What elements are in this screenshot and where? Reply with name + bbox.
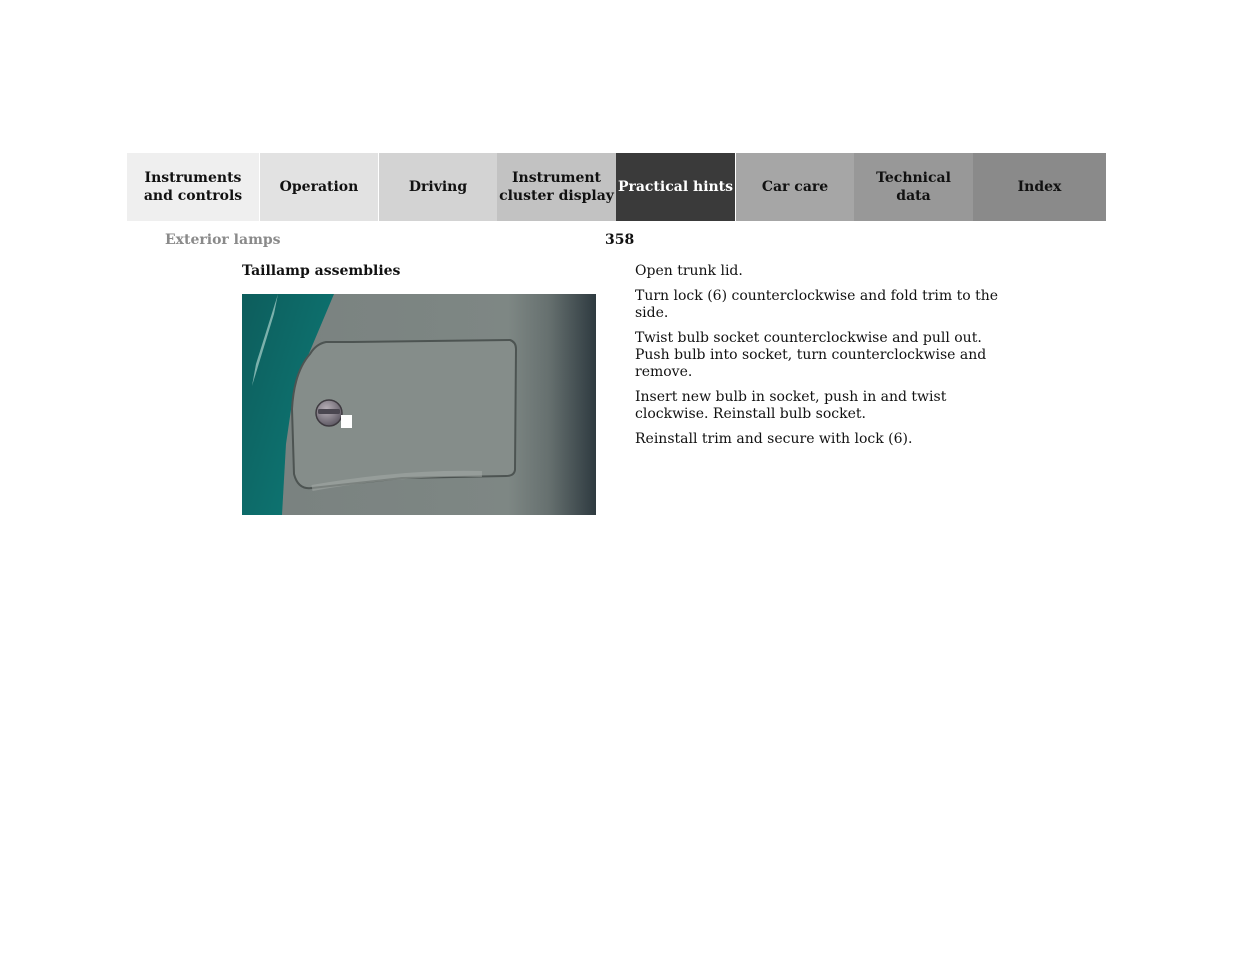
tab-label: Car care [761, 179, 829, 195]
step-text: Insert new bulb in socket, push in and twist clockwise. Reinstall bulb socket. [635, 389, 947, 422]
tab-label: Driving [408, 179, 468, 195]
tab-label: Operation [279, 179, 359, 195]
tab-practical-hints[interactable] [616, 153, 735, 221]
page-number: 358 [605, 232, 635, 248]
tab-operation[interactable] [259, 153, 378, 221]
step-text: Twist bulb socket counterclockwise and pull out. Push bulb into socket, turn counterclockwise and remove. [635, 330, 987, 380]
tab-technical-data[interactable] [854, 153, 973, 221]
instruction-steps [635, 263, 1015, 456]
tab-label: Practical hints [617, 179, 734, 195]
tab-driving[interactable] [378, 153, 497, 221]
chapter-navigation [127, 153, 1108, 221]
taillamp-illustration [242, 294, 596, 515]
section-title: Exterior lamps [165, 232, 281, 248]
tab-instruments-and-controls[interactable] [127, 153, 259, 221]
tab-index[interactable] [973, 153, 1106, 221]
step-text: Open trunk lid. [635, 263, 743, 279]
section-heading: Taillamp assemblies [242, 263, 401, 279]
tab-car-care[interactable] [735, 153, 854, 221]
trunk-trim-illustration [242, 294, 596, 515]
tab-label: Index [1017, 179, 1062, 195]
tab-label: Instrument cluster display [499, 170, 614, 204]
tab-instrument-cluster-display[interactable] [497, 153, 616, 221]
step-text: Turn lock (6) counterclockwise and fold trim to the side. [635, 288, 999, 321]
callout-marker [341, 415, 352, 428]
tab-label: Instruments and controls [143, 170, 243, 204]
tab-label: Technical data [876, 170, 951, 204]
step-text: Reinstall trim and secure with lock (6). [635, 431, 913, 447]
